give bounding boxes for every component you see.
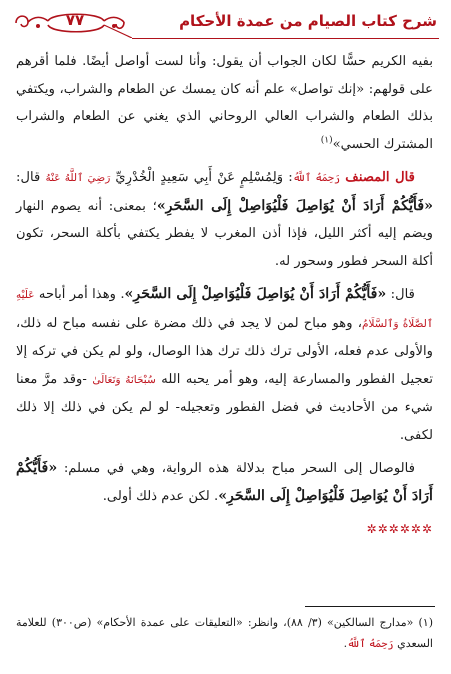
running-title: شرح كتاب الصيام من عمدة الأحكام (179, 12, 437, 30)
header-rule (132, 38, 439, 39)
page-body (16, 48, 433, 544)
footnote-text: «مدارج السالكين» (٣/ ٨٨)، وانظر: «التعليقات على عمدة الأحكام» (ص٣٠٠) للعلامة السعدي (16, 616, 433, 650)
explanation-text: -وقد مرَّ معنا شيء من الأحاديث في فضل الفطور وتعجيله- لو لم يكن في ذلك إلا ذلك لكفى. (16, 371, 433, 443)
footnote-number: (١) (418, 616, 433, 629)
page-header (12, 8, 439, 40)
author-lead: قال المصنف (345, 170, 415, 185)
said-text: قال: (16, 170, 46, 185)
paragraph-3 (16, 281, 433, 449)
explanation-text: ، وهو مباح لمن لا يجد في ذلك مضرة على نفسه مباح له ذلك، والأولى عدم فعله، الأولى ترك ذلك ترك هذا الوصال، ولو لم يكن في تركه إلا تعجيل الفطور والمسارعة إليه، وهو أمر يحبه الله (16, 315, 434, 387)
explanation-text: . لكن عدم ذلك أولى. (102, 488, 219, 504)
honorific: عَلَيْهِ ٱلصَّلَاةُ وَٱلسَّلَامُ (16, 289, 433, 330)
section-divider-ornament: ✲✲✲✲✲✲ (366, 522, 433, 536)
hadith-text: «فَأَيُّكُمْ أَرَادَ أَنْ يُوَاصِلَ فَلْيُوَاصِلْ إِلَى السَّحَرِ» (16, 460, 433, 504)
explanation-text: ؛ بمعنى: أنه يصوم النهار ويضم إليه أكثر الليل، فإذا أذن المغرب لا يفطر يكتفي بأكلة السحر، تكون أكلة السحر فطور وسحور له. (16, 198, 433, 269)
said-text: قال: (386, 287, 415, 302)
explanation-text: . وهذا أمر أباحه (38, 287, 125, 302)
explanation-text: فالوصال إلى السحر مباح بدلالة هذه الرواية، وهي في مسلم: (57, 461, 415, 476)
honorific: رَضِيَ ٱللَّهُ عَنْهُ (45, 172, 111, 184)
hadith-text: «فَأَيُّكُمْ أَرَادَ أَنْ يُوَاصِلَ فَلْيُوَاصِلْ إِلَى السَّحَرِ» (124, 286, 387, 302)
honorific: سُبْحَانَهُ وَتَعَالَىٰ (92, 373, 156, 386)
paragraph-1 (16, 48, 433, 158)
footnote-reference: (١) (320, 135, 333, 146)
footnote-end: . (343, 637, 348, 650)
honorific: رَحِمَهُ ٱللَّهُ (292, 172, 341, 184)
page-number: ٧٧ (65, 11, 85, 29)
honorific: رَحِمَهُ ٱللَّهُ (347, 638, 394, 650)
hadith-text: «فَأَيُّكُمْ أَرَادَ أَنْ يُوَاصِلَ فَلْيُوَاصِلْ إِلَى السَّحَرِ» (156, 197, 433, 214)
paragraph-4 (16, 455, 433, 510)
paragraph-2 (16, 164, 433, 275)
narration-intro: : وَلِمُسْلِمٍ عَنْ أَبِي سَعِيدٍ الْخُدْرِيِّ (115, 170, 293, 185)
paragraph-text: بفيه الكريم حسًّا لكان الجواب أن يقول: وأنا لست أواصل أيضًا. فلما أقرهم على قولهم: «إنك تواصل» علم أنه كان يمسك عن الطعام والشراب، ويكتفي بذلك الطعام والشراب العالي الروحاني الذي يغني عن الطعام والشراب المشترك الحسي» (16, 54, 433, 152)
page-number-ornament (12, 8, 132, 38)
footnote (16, 612, 433, 655)
footnote-rule (305, 606, 435, 607)
